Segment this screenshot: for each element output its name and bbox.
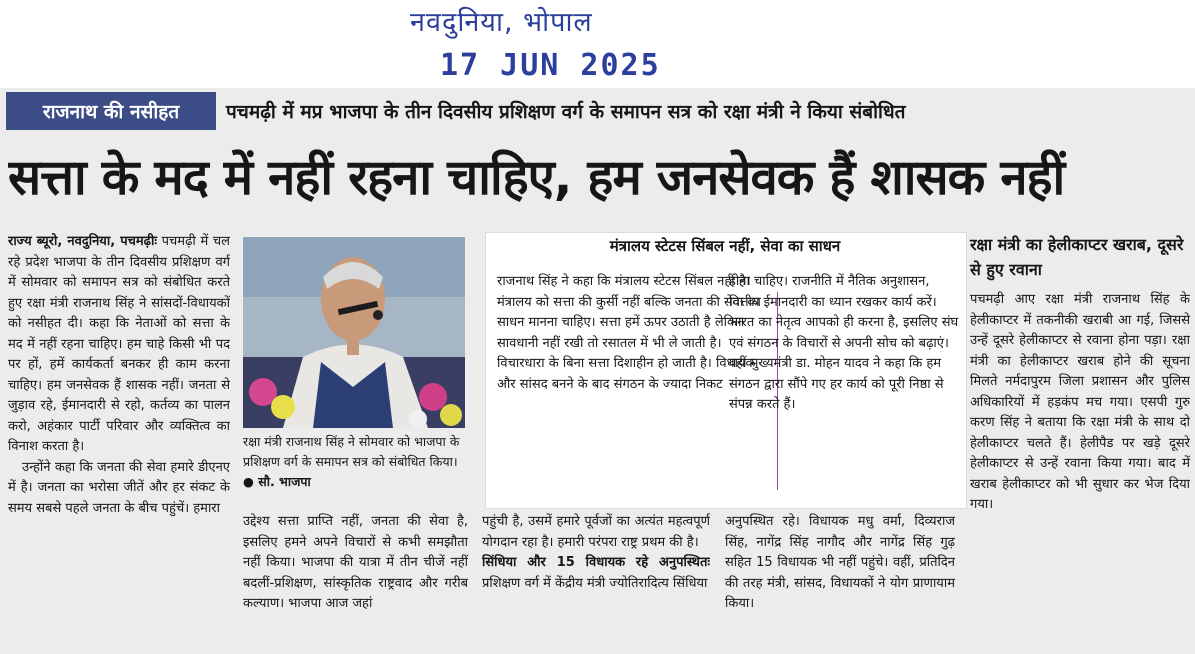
column-1-paragraph-1 [8, 232, 230, 458]
caption-text: रक्षा मंत्री राजनाथ सिंह ने सोमवार को भाजपा के प्रशिक्षण वर्ग के समापन सत्र को संबोधित किया। [243, 434, 460, 469]
kicker-text: पचमढ़ी में मप्र भाजपा के तीन दिवसीय प्रशिक्षण वर्ग के समापन सत्र को रक्षा मंत्री ने किया संबोधित [226, 101, 906, 123]
side-story-body: पचमढ़ी आए रक्षा मंत्री राजनाथ सिंह के हेलीकाप्टर में तकनीकी खराबी आ गई, जिससे उन्हें दूसरे हेलीकाप्टर से रवाना होना पड़ा। रक्षा मंत्री का हेलीकाप्टर खराब होने की सूचना मिलते नर्मदापुरम जिला प्रशासन और पुलिस अधिकारियों में हड़कंप मच गया। एसपी गुरु करण सिंह ने बताया कि रक्षा मंत्री के साथ दो हेलीकाप्टर चलते हैं। हेलीपैड पर खड़े दूसरे हेलीकाप्टर से उन्हें रवाना किया गया। बाद में खराब हेलीकाप्टर को भी सुधार कर भेज दिया गया। [970, 292, 1190, 512]
column-4-lower: अनुपस्थित रहे। विधायक मधु वर्मा, दिव्यराज सिंह, नागेंद्र सिंह नागौद और नागेंद्र सिंह गुढ़ सहित 15 विधायक भी नहीं पहुंचे। वहीं, प्रतिदिन की तरह मंत्री, सांसद, विधायकों ने योग प्राणायाम किया। [725, 514, 955, 611]
dateline: राज्य ब्यूरो, नवदुनिया, पचमढ़ीः [8, 234, 157, 249]
box-title: मंत्रालय स्टेटस सिंबल नहीं, सेवा का साधन [609, 237, 841, 255]
date-stamp: 17 JUN 2025 [440, 48, 661, 83]
column-1-paragraph-2: उन्होंने कहा कि जनता की सेवा हमारे डीएनए में है। जनता का भरोसा जीतें और हर संकट के समय सबसे पहले जनता के बीच पहुंचें। हमारा [8, 459, 230, 516]
column-1-text: पचमढ़ी में चल रहे प्रदेश भाजपा के तीन दिवसीय प्रशिक्षण वर्ग में सोमवार को समापन सत्र को संबोधित करते हुए रक्षा मंत्री राजनाथ सिंह ने सांसदों-विधायकों को नसीहत दी। कहा कि नेताओं को सत्ता के मद में नहीं रहना चाहिए। हम चाहे किसी भी पद पर हों, हमें कार्यकर्ता बनकर ही काम करना चाहिए। हम जनसेवक हैं शासक नहीं। जनता से जुड़ाव रहे, ईमानदारी से रहो, कर्तव्य का पालन करो, अहंकार पार्टी परिवार और व्यक्तित्व का विनाश करता है। [8, 234, 230, 454]
speaker-photo [243, 237, 465, 428]
column-3-text: प्रशिक्षण वर्ग में केंद्रीय मंत्री ज्योतिरादित्य सिंधिया [482, 575, 708, 591]
column-3-paragraph-2 [482, 553, 710, 594]
column-2-lower: उद्देश्य सत्ता प्राप्ति नहीं, जनता की सेवा है, इसलिए हमने अपने विचारों से कभी समझौता नहीं किया। भाजपा की यात्रा में तीन चीजें नहीं बदलीं-प्रशिक्षण, सांस्कृतिक राष्ट्रवाद और गरीब कल्याण। भाजपा आज जहां [243, 514, 468, 611]
column-3-paragraph-1: पहुंची है, उसमें हमारे पूर्वजों का अत्यंत महत्वपूर्ण योगदान रहा है। हमारी परंपरा राष्ट्र प्रथम की है। [482, 514, 710, 550]
kicker-label: राजनाथ की नसीहत [6, 92, 216, 130]
photo-caption [243, 432, 465, 502]
box-column-right: होना चाहिए। राजनीति में नैतिक अनुशासन, वित्तीय ईमानदारी का ध्यान रखकर कार्य करें। भारत का नेतृत्व आपको ही करना है, इसलिए संघ एवं संगठन के विचारों से अपनी सोच को बढ़ाएं। वहीं मुख्यमंत्री डा. मोहन यादव ने कहा कि हम संगठन द्वारा सौंपे गए हर कार्य को पूरी निष्ठा से संपन्न करते हैं। [729, 274, 959, 412]
column-3-lower [482, 512, 710, 652]
photo-illustration [243, 237, 465, 428]
headline: सत्ता के मद में नहीं रहना चाहिए, हम जनसेवक हैं शासक नहीं [8, 149, 1065, 206]
subhead: सिंधिया और 15 विधायक रहे अनुपस्थितः [482, 555, 710, 570]
box-column-left: राजनाथ सिंह ने कहा कि मंत्रालय स्टेटस सिंबल नहीं है। मंत्रालय को सत्ता की कुर्सी नहीं बल्कि जनता की सेवा का साधन मानना चाहिए। सत्ता हमें ऊपर उठाती है लेकिन सावधानी नहीं रखी तो रसातल में भी ले जाती है। विचारधारा के बिना सत्ता दिशाहीन हो जाती है। विधायक और सांसद बनने के बाद संगठन के ज्यादा निकट [497, 274, 761, 392]
photo-credit: ● सौ. भाजपा [243, 474, 311, 489]
side-story-title: रक्षा मंत्री का हेलीकाप्टर खराब, दूसरे से हुए रवाना [970, 235, 1184, 279]
newspaper-stamp: नवदुनिया, भोपाल [410, 7, 593, 38]
column-1 [8, 232, 230, 652]
